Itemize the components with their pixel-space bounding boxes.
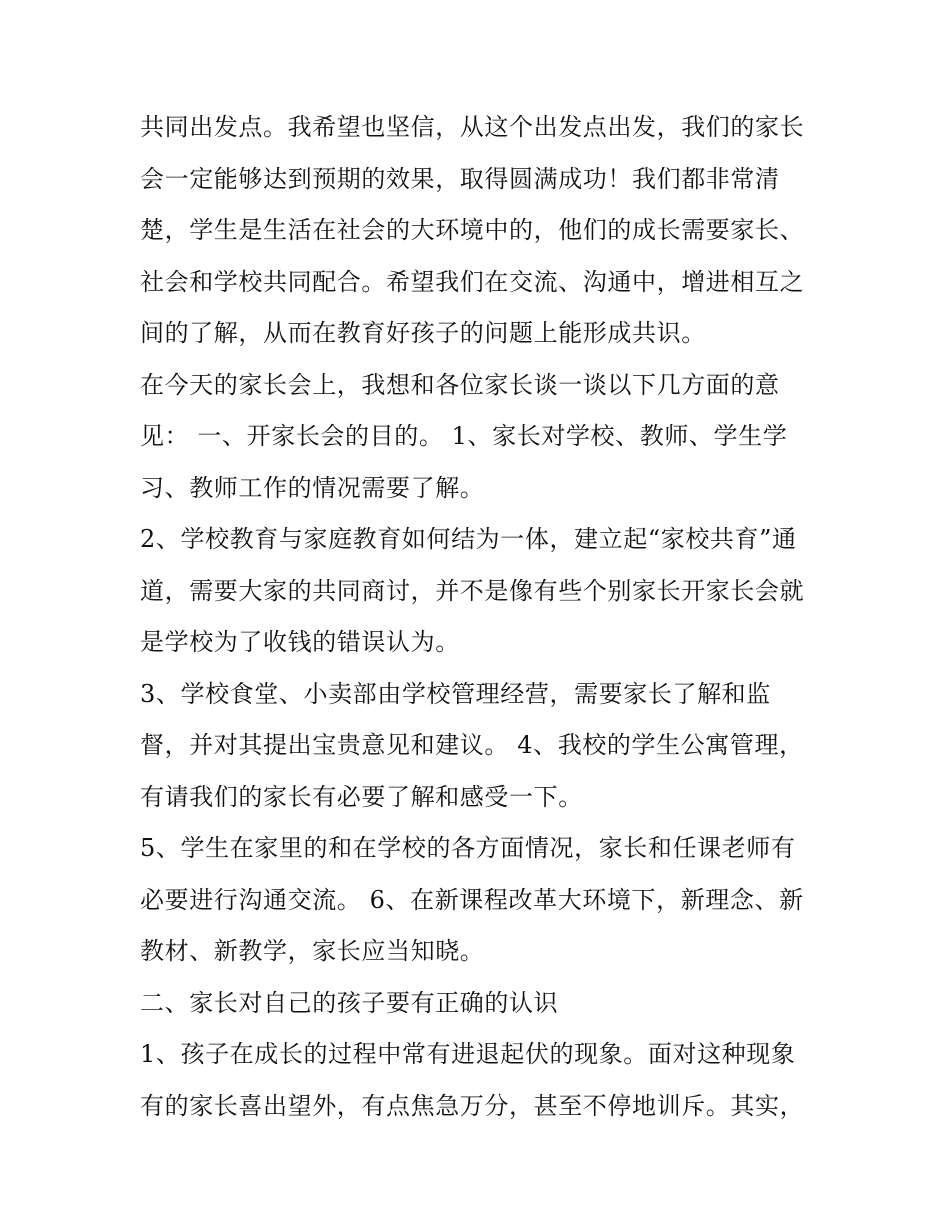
text-line: 社会和学校共同配合。希望我们在交流、沟通中，增进相互之 (140, 267, 805, 296)
text-line: 楚，学生是生活在社会的大环境中的，他们的成长需要家长、 (140, 216, 805, 244)
document-body (140, 102, 820, 1132)
text-line: 5、学生在家里的和在学校的各方面情况，家长和任课老师有 (140, 834, 796, 862)
section-heading: 二、家长对自己的孩子要有正确的认识 (140, 988, 559, 1017)
text-line: 在今天的家长会上，我想和各位家长谈一谈以下几方面的意 (140, 370, 780, 399)
text-line: 必要进行沟通交流。 6、在新课程改革大环境下，新理念、新 (140, 885, 804, 914)
text-line: 有请我们的家长有必要了解和感受一下。 (140, 782, 583, 811)
text-line: 是学校为了收钱的错误认为。 (140, 628, 460, 656)
text-line: 共同出发点。我希望也坚信，从这个出发点出发，我们的家长 (140, 113, 805, 141)
text-line: 2、学校教育与家庭教育如何结为一体，建立起“家校共育”通 (140, 525, 797, 553)
text-line: 会一定能够达到预期的效果，取得圆满成功！我们都非常清 (140, 164, 780, 193)
text-line: 间的了解，从而在教育好孩子的问题上能形成共识。 (140, 319, 706, 347)
text-line: 有的家长喜出望外，有点焦急万分，甚至不停地训斥。其实， (140, 1091, 805, 1120)
text-line: 道，需要大家的共同商讨，并不是像有些个别家长开家长会就 (140, 576, 805, 605)
text-line: 3、学校食堂、小卖部由学校管理经营，需要家长了解和监 (140, 679, 771, 708)
text-line: 教材、新教学，家长应当知晓。 (140, 937, 485, 965)
text-line: 习、教师工作的情况需要了解。 (140, 473, 485, 502)
text-line: 1、孩子在成长的过程中常有进退起伏的现象。面对这种现象 (140, 1040, 796, 1068)
text-line: 督，并对其提出宝贵意见和建议。 4、我校的学生公寓管理， (140, 731, 804, 759)
text-line: 见： 一、开家长会的目的。 1、家长对学校、教师、学生学 (140, 422, 788, 450)
